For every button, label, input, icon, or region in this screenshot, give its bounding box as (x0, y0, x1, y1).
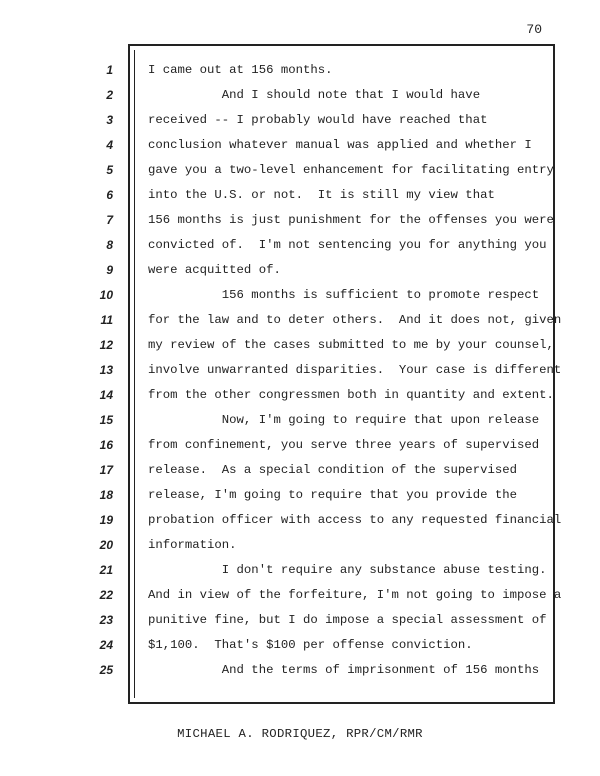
line-number: 24 (99, 638, 113, 652)
transcript-line: were acquitted of. (148, 263, 281, 277)
line-number: 5 (106, 163, 113, 177)
line-number: 3 (106, 113, 113, 127)
line-number: 10 (99, 288, 113, 302)
transcript-line: probation officer with access to any requested financial (148, 513, 562, 527)
transcript-line: involve unwarranted disparities. Your case is different (148, 363, 562, 377)
transcript-line: punitive fine, but I do impose a special assessment of (148, 613, 547, 627)
line-number: 4 (106, 138, 113, 152)
transcript-line: received -- I probably would have reached that (148, 113, 488, 127)
transcript-line: into the U.S. or not. It is still my view that (148, 188, 495, 202)
line-number: 14 (99, 388, 113, 402)
transcript-line: Now, I'm going to require that upon release (148, 413, 540, 427)
transcript-line: release, I'm going to require that you provide the (148, 488, 517, 502)
transcript-line: gave you a two-level enhancement for facilitating entry (148, 163, 554, 177)
transcript-line: from confinement, you serve three years of supervised (148, 438, 540, 452)
line-number: 12 (99, 338, 113, 352)
line-number: 11 (100, 313, 113, 327)
transcript-line: release. As a special condition of the supervised (148, 463, 517, 477)
line-number: 2 (106, 88, 113, 102)
transcript-line: my review of the cases submitted to me by your counsel, (148, 338, 554, 352)
line-number: 17 (99, 463, 113, 477)
transcript-text (148, 58, 562, 683)
line-number: 1 (106, 63, 113, 77)
transcript-line: convicted of. I'm not sentencing you for anything you (148, 238, 547, 252)
line-number: 6 (106, 188, 113, 202)
transcript-line: information. (148, 538, 237, 552)
transcript-line: And in view of the forfeiture, I'm not going to impose a (148, 588, 562, 602)
line-number: 13 (99, 363, 113, 377)
reporter-footer: MICHAEL A. RODRIQUEZ, RPR/CM/RMR (177, 727, 423, 741)
line-number: 20 (99, 538, 113, 552)
transcript-line: I don't require any substance abuse testing. (148, 563, 547, 577)
transcript-line: $1,100. That's $100 per offense conviction. (148, 638, 473, 652)
page-number: 70 (526, 22, 542, 37)
line-number: 15 (99, 413, 113, 427)
transcript-line: 156 months is just punishment for the offenses you were (148, 213, 554, 227)
transcript-line: conclusion whatever manual was applied and whether I (148, 138, 532, 152)
transcript-line: 156 months is sufficient to promote respect (148, 288, 540, 302)
transcript-line: for the law and to deter others. And it does not, given (148, 313, 562, 327)
line-number: 9 (106, 263, 113, 277)
line-number: 23 (99, 613, 113, 627)
line-number: 25 (99, 663, 113, 677)
line-number: 22 (99, 588, 113, 602)
line-number: 8 (106, 238, 113, 252)
line-number: 21 (99, 563, 113, 577)
line-number: 18 (99, 488, 113, 502)
transcript-line: And the terms of imprisonment of 156 months (148, 663, 540, 677)
line-number-column (0, 58, 113, 683)
line-number: 19 (99, 513, 113, 527)
line-number: 7 (106, 213, 113, 227)
transcript-line: And I should note that I would have (148, 88, 481, 102)
transcript-line: from the other congressmen both in quantity and extent. (148, 388, 554, 402)
transcript-line: I came out at 156 months. (148, 63, 333, 77)
line-number: 16 (99, 438, 113, 452)
